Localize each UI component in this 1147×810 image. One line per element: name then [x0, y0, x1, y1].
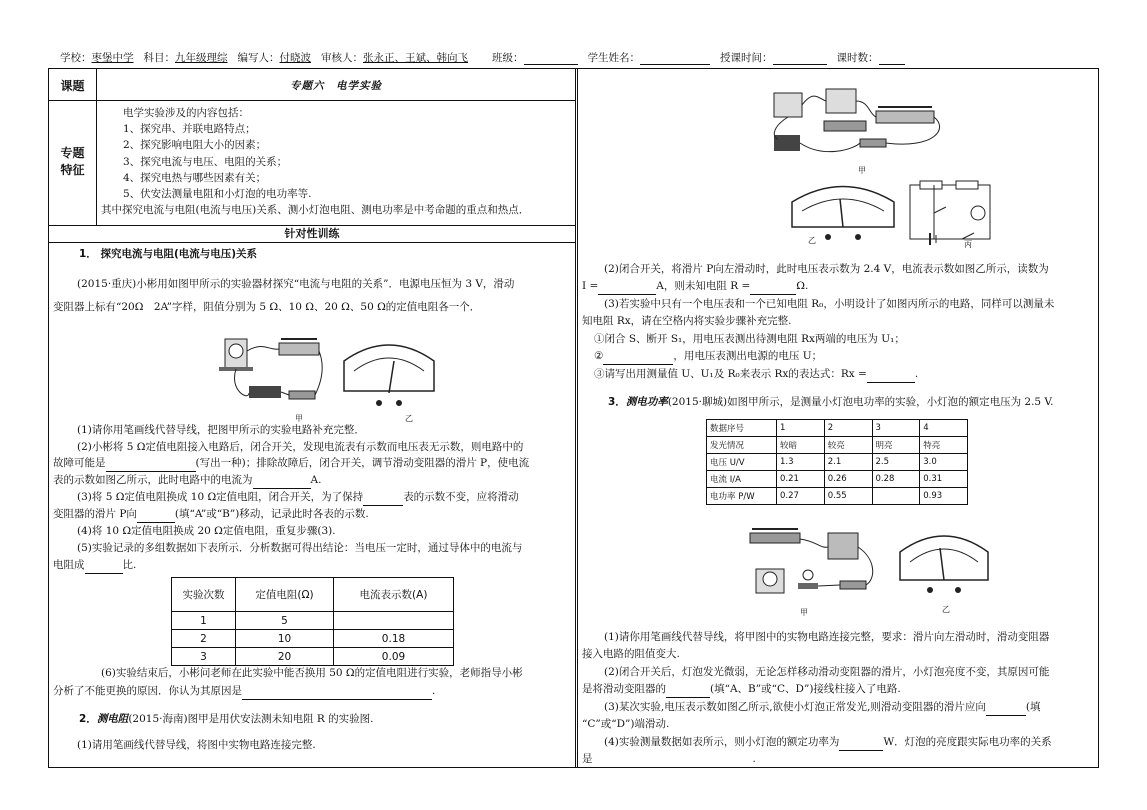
- circuit-figure-jia: [209, 331, 329, 423]
- circuit-figure-jia: [764, 79, 954, 175]
- text-segment: (3)将 5 Ω定值电阻换成 10 Ω定值电阻，闭合开关，为了保持: [77, 491, 364, 503]
- ammeter-figure-yi: [788, 177, 898, 247]
- feature-intro: 电学实验涉及的内容包括：: [123, 107, 249, 119]
- question-text: (2)小彬将 5 Ω定值电阻接入电路后，闭合开关，发现电流表有示数而电压表无示数，则电路中的: [77, 441, 524, 453]
- table-cell: 电压 U/V: [707, 454, 777, 471]
- ammeter-figure-yi: [339, 331, 439, 423]
- answer-blank[interactable]: [666, 686, 710, 698]
- answer-blank[interactable]: [253, 477, 311, 489]
- text-segment: 电阻成: [53, 559, 85, 571]
- school-label: 学校：: [60, 52, 92, 64]
- table-row: [172, 630, 454, 648]
- question-text: (5)实验记录的多组数据如下表所示．分析数据可得出结论：当电压一定时，通过导体中的电流与: [77, 542, 523, 554]
- text-segment: I =: [582, 280, 599, 292]
- question-text: [582, 278, 808, 295]
- answer-blank[interactable]: [106, 460, 196, 472]
- header-bar: [60, 50, 1100, 66]
- circuit-figure-bing: [904, 175, 996, 247]
- heading-title: 测电功率: [625, 396, 668, 408]
- table-cell: 0.93: [920, 488, 968, 505]
- section1-heading: 1． 探究电流与电阻(电流与电压)关系: [79, 248, 258, 260]
- author-field: [238, 50, 312, 66]
- question-text: [53, 506, 369, 523]
- section1-intro: 变阻器上标有“20Ω 2A”字样，阻值分别为 5 Ω、10 Ω、20 Ω、50 Ω的定值电阻各一个．: [53, 301, 481, 313]
- question-text: [604, 699, 1098, 716]
- text-segment: ②: [594, 350, 604, 362]
- answer-blank[interactable]: [242, 688, 432, 700]
- text-segment: (填“A”或“B”)移动，记录此时各表的示数.: [174, 508, 369, 520]
- table-cell: 0.28: [872, 471, 920, 488]
- feature-label: [49, 145, 96, 179]
- table-header-cell: 实验次数: [172, 578, 236, 612]
- heading-number: 2．: [79, 713, 97, 725]
- text-segment: .: [752, 753, 756, 765]
- table-cell: 1: [777, 420, 825, 437]
- text-segment: 是: [582, 753, 593, 765]
- answer-blank[interactable]: [85, 562, 123, 574]
- table-cell: 特亮: [920, 437, 968, 454]
- answer-blank[interactable]: [363, 494, 403, 506]
- table-cell: 发光情况: [707, 437, 777, 454]
- answer-blank[interactable]: [986, 704, 1026, 716]
- table-cell: 10: [236, 630, 334, 648]
- feature-summary: 其中探究电流与电阻(电流与电压)关系、测小灯泡电阻、测电功率是中考命题的重点和热点．: [101, 204, 530, 217]
- time-field: [720, 50, 827, 66]
- figure-caption: 乙: [808, 236, 816, 245]
- feature-item: 5、伏安法测量电阻和小灯泡的电功率等.: [123, 188, 312, 201]
- table-cell: 2.1: [824, 454, 872, 471]
- worksheet: [48, 68, 1099, 768]
- table-cell: 3: [872, 420, 920, 437]
- topic-label: 课题: [60, 79, 85, 93]
- question-text: [53, 455, 568, 472]
- text-segment: 表的示数如图乙所示，此时电路中的电流为: [53, 474, 253, 486]
- text-segment: .: [914, 368, 919, 380]
- text-segment: A，则未知电阻 R =: [656, 280, 751, 292]
- topic-title: 专题六 电学实验: [290, 80, 382, 92]
- table-header-cell: 定值电阻(Ω): [236, 578, 334, 612]
- answer-blank[interactable]: [603, 353, 673, 365]
- table-header-cell: 电流表示数(A): [334, 578, 454, 612]
- answer-blank[interactable]: [839, 739, 883, 751]
- school-field: [60, 50, 134, 66]
- left-column: [49, 69, 575, 767]
- question-text: (6)实验结束后，小彬问老师在此实验中能否换用 50 Ω的定值电阻进行实验，老师指导小彬: [101, 667, 523, 679]
- figure-caption: 乙: [942, 605, 950, 614]
- student-field: [588, 50, 711, 66]
- text-segment: 表的示数不变，应将滑动: [403, 491, 519, 503]
- school-value: 枣堡中学: [91, 52, 134, 64]
- divider: [96, 101, 97, 226]
- table-row: [707, 437, 968, 454]
- heading-rest: (2015·聊城)如图甲所示，是测量小灯泡电功率的实验，小灯泡的额定电压为 2.5 V.: [667, 396, 1054, 408]
- table-row: [707, 454, 968, 471]
- right-column: [578, 69, 1098, 767]
- feature-label-line2: 特征: [60, 163, 85, 177]
- question-text: 知电阻 Rx，请在空格内将实验步骤补充完整.: [582, 315, 792, 327]
- question-text: [77, 489, 519, 506]
- answer-blank[interactable]: [867, 371, 915, 383]
- table-cell: 3: [172, 648, 236, 666]
- text-segment: 分析了不能更换的原因．你认为其原因是: [53, 685, 242, 697]
- question-text: [582, 681, 901, 698]
- heading-title: 测电阻: [96, 713, 129, 725]
- lamp-circuit-figure-jia: [736, 519, 886, 617]
- hours-field: [837, 50, 905, 66]
- step-text: [594, 348, 822, 365]
- section1-intro: (2015·重庆)小彬用如图甲所示的实验器材探究“电流与电阻的关系”．电源电压恒为 3 V，滑动: [77, 278, 515, 290]
- text-segment: ，用电压表测出电源的电压 U；: [673, 350, 823, 362]
- figure-caption: 乙: [405, 414, 413, 423]
- text-segment: 比.: [122, 559, 137, 571]
- question-text: (1)请用笔画线代替导线，将图中实物电路连接完整.: [77, 739, 316, 751]
- answer-blank[interactable]: [593, 756, 753, 768]
- table-cell: 较暗: [777, 437, 825, 454]
- answer-blank[interactable]: [750, 283, 796, 295]
- feature-item: 3、探究电流与电压、电阻的关系；: [123, 155, 288, 168]
- power-data-table: [706, 419, 968, 505]
- question-text: [582, 751, 756, 768]
- subject-field: [144, 50, 228, 66]
- table-cell[interactable]: [334, 612, 454, 630]
- reviewer-label: 审核人：: [321, 52, 363, 64]
- feature-row: [49, 101, 575, 226]
- text-segment: .: [432, 685, 436, 697]
- question-text: [53, 472, 321, 489]
- topic-row: [49, 69, 575, 101]
- feature-text: [101, 105, 571, 218]
- table-header-row: [172, 578, 454, 612]
- class-field: [492, 50, 578, 66]
- table-cell: 0.27: [777, 488, 825, 505]
- section3-heading: [608, 394, 1054, 411]
- table-row: [707, 420, 968, 437]
- table-cell: 0.09: [334, 648, 454, 666]
- class-blank[interactable]: [524, 53, 578, 65]
- heading-rest: (2015·海南)图甲是用伏安法测未知电阻 R 的实验图.: [128, 713, 374, 725]
- hours-label: 课时数：: [836, 52, 879, 64]
- reviewer-field: [321, 50, 468, 66]
- table-row: [707, 471, 968, 488]
- feature-label-line1: 专题: [60, 146, 85, 160]
- text-segment: ③请写出用测量值 U、U₁及 R₀来表示 Rx的表达式：Rx =: [594, 368, 867, 380]
- feature-item: 1、探究串、并联电路特点；: [123, 123, 256, 136]
- table-cell: 较亮: [824, 437, 872, 454]
- text-segment: (写出一种)；排除故障后，闭合开关，调节滑动变阻器的滑片 P，使电流: [195, 457, 530, 469]
- table-cell: 0.55: [824, 488, 872, 505]
- text-segment: (3)某次实验,电压表示数如图乙所示,欲使小灯泡正常发光,则滑动变阻器的滑片应向: [604, 701, 986, 713]
- table-cell: 4: [920, 420, 968, 437]
- answer-blank[interactable]: [598, 283, 656, 295]
- table-row: [172, 612, 454, 630]
- figure-caption: 丙: [964, 240, 972, 249]
- figure-caption: 甲: [295, 414, 303, 423]
- text-segment: (填“A、B”或“C、D”)接线柱接入了电路.: [710, 683, 901, 695]
- table-cell: 0.18: [334, 630, 454, 648]
- class-label: 班级：: [492, 52, 524, 64]
- table-cell: 明亮: [872, 437, 920, 454]
- table-row: [707, 488, 968, 505]
- table-cell: 数据序号: [707, 420, 777, 437]
- text-segment: W．灯泡的亮度跟实际电功率的关系: [883, 736, 1052, 748]
- question-text: (1)请你用笔画线代替导线，把图甲所示的实验电路补充完整．: [77, 424, 365, 436]
- voltmeter-figure-yi: [896, 524, 992, 614]
- text-segment: 故障可能是: [53, 457, 106, 469]
- table-cell: 电功率 P/W: [707, 488, 777, 505]
- feature-item: 4、探究电热与哪些因素有关；: [123, 171, 267, 184]
- feature-item: 2、探究影响电阻大小的因素；: [123, 139, 267, 152]
- figure-caption: 甲: [800, 608, 808, 617]
- resistance-data-table: [171, 577, 454, 666]
- question-text: [604, 734, 1098, 751]
- table-cell: 2.5: [872, 454, 920, 471]
- step-text: ①闭合 S、断开 S₁，用电压表测出待测电阻 Rx两端的电压为 U₁；: [594, 333, 905, 345]
- table-cell: 0.21: [777, 471, 825, 488]
- time-blank[interactable]: [773, 53, 827, 65]
- question-text: 接入电路的阻值变大.: [582, 648, 680, 660]
- student-label: 学生姓名：: [587, 52, 640, 64]
- training-heading: 针对性训练: [49, 226, 575, 243]
- question-text: [53, 557, 136, 574]
- answer-blank[interactable]: [137, 511, 175, 523]
- author-value: 付晓波: [279, 52, 311, 64]
- table-cell: 1.3: [777, 454, 825, 471]
- text-segment: 是将滑动变阻器的: [582, 683, 666, 695]
- step-text: [594, 366, 918, 383]
- table-cell: 3.0: [920, 454, 968, 471]
- subject-label: 科目：: [143, 52, 175, 64]
- table-cell: 5: [236, 612, 334, 630]
- subject-value: 九年级理综: [175, 52, 228, 64]
- author-label: 编写人：: [237, 52, 280, 64]
- figure-caption: 甲: [858, 166, 866, 175]
- section2-heading: [79, 711, 373, 728]
- text-segment: Ω.: [796, 280, 809, 292]
- table-cell: 1: [172, 612, 236, 630]
- table-cell: 2: [172, 630, 236, 648]
- student-blank[interactable]: [640, 53, 710, 65]
- question-text: “C”或“D”)端滑动.: [582, 718, 670, 730]
- heading-number: 3．: [608, 396, 626, 408]
- question-text: (3)若实验中只有一个电压表和一个已知电阻 R₀，小明设计了如图丙所示的电路，同样可以测量未: [604, 298, 1055, 310]
- question-text: (2)闭合开关后，灯泡发光微弱，无论怎样移动滑动变阻器的滑片，小灯泡亮度不变，其原因可能: [604, 666, 1050, 678]
- table-cell: 2: [824, 420, 872, 437]
- text-segment: 变阻器的滑片 P向: [53, 508, 137, 520]
- question-text: (1)请你用笔画线代替导线，将甲图中的实物电路连接完整，要求：滑片向左滑动时，滑动变阻器: [604, 631, 1050, 643]
- text-segment: (4)实验测量数据如表所示，则小灯泡的额定功率为: [604, 736, 840, 748]
- text-segment: A.: [310, 474, 322, 486]
- table-cell[interactable]: [872, 488, 920, 505]
- hours-blank[interactable]: [879, 53, 905, 65]
- table-cell: 20: [236, 648, 334, 666]
- question-text: (2)闭合开关，将滑片 P向左滑动时，此时电压表示数为 2.4 V，电流表示数如图乙所示，读数为: [604, 263, 1049, 275]
- reviewer-value: 张永正、王斌、韩向飞: [363, 52, 468, 64]
- table-row: [172, 648, 454, 666]
- table-cell: 电流 I/A: [707, 471, 777, 488]
- question-text: (4)将 10 Ω定值电阻换成 20 Ω定值电阻，重复步骤(3).: [77, 525, 336, 537]
- table-cell: 0.31: [920, 471, 968, 488]
- table-cell: 0.26: [824, 471, 872, 488]
- time-label: 授课时间：: [720, 52, 773, 64]
- text-segment: (填: [1025, 701, 1041, 713]
- question-text: [53, 683, 435, 700]
